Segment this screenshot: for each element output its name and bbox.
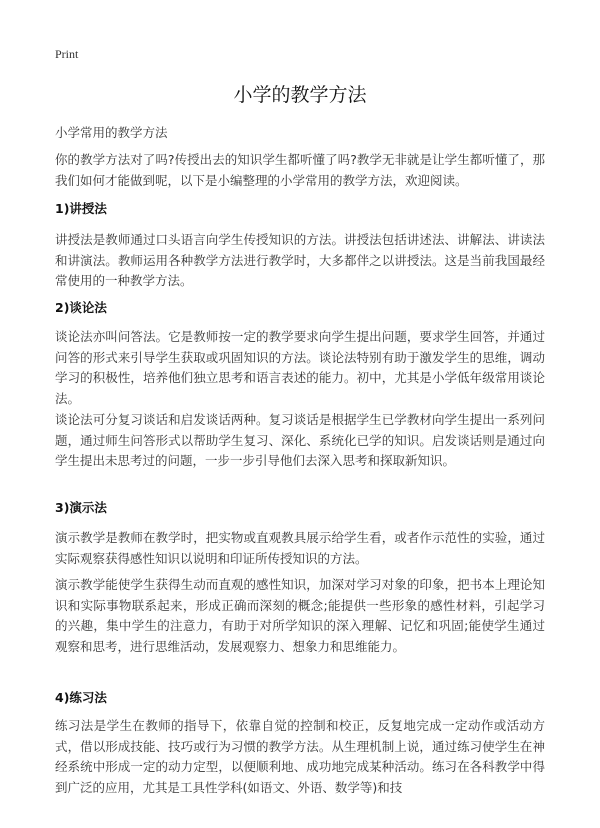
- paragraph-discussion-2: 谈论法可分复习谈话和启发谈话两种。复习谈话是根据学生已学教材向学生提出一系列问题，通过师生问答形式以帮助学生复习、深化、系统化已学的知识。启发谈话则是通过向学生提出未思考过的问题，一步一步引导他们去深入思考和探取新知识。: [55, 412, 545, 468]
- page-title: 小学的教学方法: [233, 84, 367, 106]
- subtitle: 小学常用的教学方法: [55, 125, 168, 140]
- section-heading-practice: 4)练习法: [55, 690, 107, 705]
- intro-paragraph: 你的教学方法对了吗?传授出去的知识学生都听懂了吗?教学无非就是让学生都听懂了，那我们如何才能做到呢，以下是小编整理的小学常用的教学方法，欢迎阅读。: [55, 152, 545, 188]
- paragraph-demonstration-2: 演示教学能使学生获得生动而直观的感性知识，加深对学习对象的印象，把书本上理论知识和实际事物联系起来，形成正确而深刻的概念;能提供一些形象的感性材料，引起学习的兴趣，集中学生的注意力，有助于对所学知识的深入理解、记忆和巩固;能使学生通过观察和思考，进行思维活动，发展观察力、想象力和思维能力。: [55, 577, 545, 654]
- paragraph-lecture: 讲授法是教师通过口头语言向学生传授知识的方法。讲授法包括讲述法、讲解法、讲读法和讲演法。教师运用各种教学方法进行教学时，大多都伴之以讲授法。这是当前我国最经常使用的一种教学方法。: [55, 232, 545, 288]
- section-heading-discussion: 2)谈论法: [55, 300, 107, 315]
- paragraph-demonstration-1: 演示教学是教师在教学时，把实物或直观教具展示给学生看，或者作示范性的实验，通过实际观察获得感性知识以说明和印证所传授知识的方法。: [55, 530, 545, 566]
- print-link[interactable]: Print: [55, 47, 79, 61]
- section-heading-lecture: 1)讲授法: [55, 201, 107, 216]
- paragraph-discussion-1: 谈论法亦叫问答法。它是教师按一定的教学要求向学生提出问题，要求学生回答，并通过问答的形式来引导学生获取或巩固知识的方法。谈论法特别有助于激发学生的思维，调动学习的积极性，培养他们独立思考和语言表述的能力。初中，尤其是小学低年级常用谈论法。: [55, 329, 545, 406]
- section-heading-demonstration: 3)演示法: [55, 500, 107, 515]
- paragraph-practice: 练习法是学生在教师的指导下，依靠自觉的控制和校正，反复地完成一定动作或活动方式，借以形成技能、技巧或行为习惯的教学方法。从生理机制上说，通过练习使学生在神经系统中形成一定的动力定型，以便顺利地、成功地完成某种活动。练习在各科教学中得到广泛的应用，尤其是工具性学科(如语文、外语、数学等)和技: [55, 718, 545, 795]
